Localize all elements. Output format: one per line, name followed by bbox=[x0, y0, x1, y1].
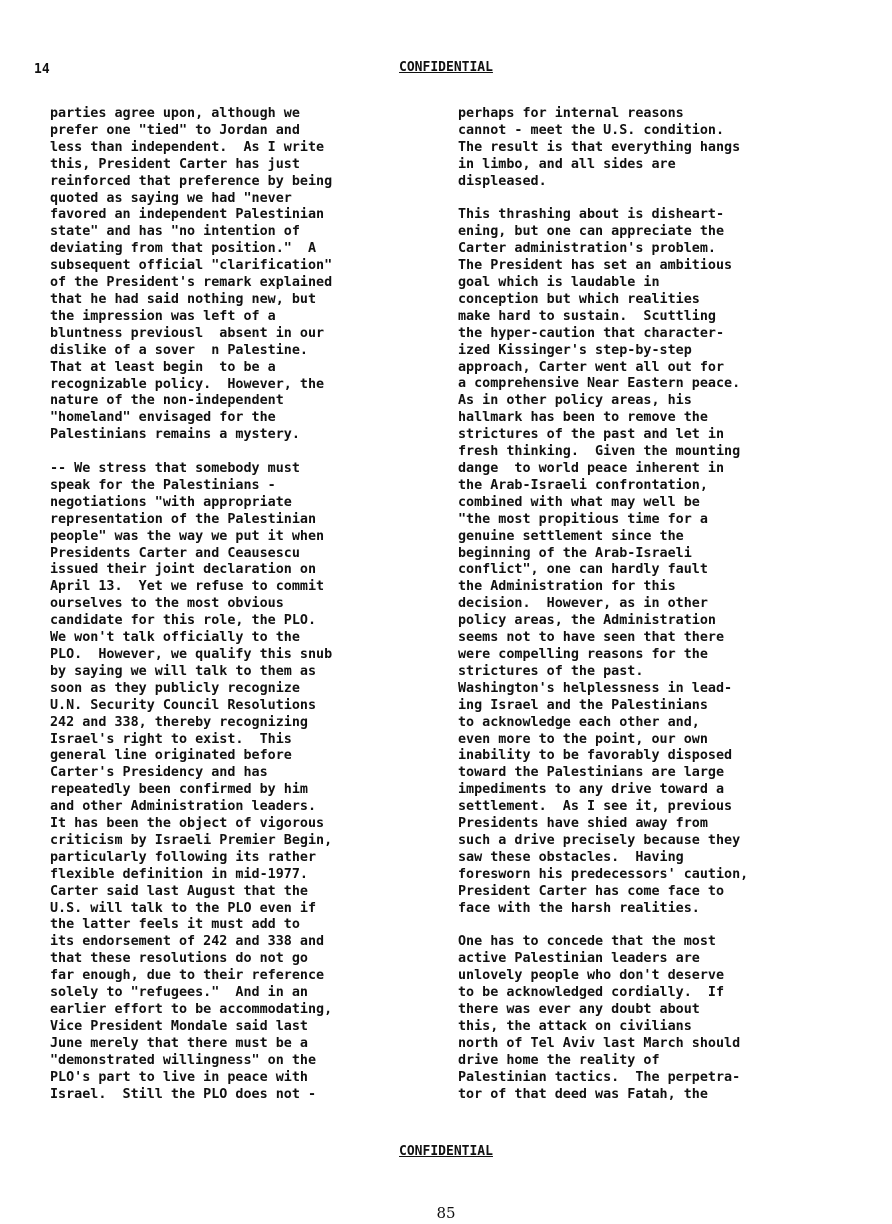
text-line: reinforced that preference by being bbox=[50, 173, 333, 189]
text-line: "the most propitious time for a bbox=[458, 511, 708, 527]
text-line: state" and has "no intention of bbox=[50, 224, 300, 240]
text-line: conception but which realities bbox=[458, 291, 700, 307]
text-line: President Carter has come face to bbox=[458, 883, 725, 899]
text-line: Carter said last August that the bbox=[50, 883, 308, 899]
text-line: by saying we will talk to them as bbox=[50, 663, 317, 679]
text-line: soon as they publicly recognize bbox=[50, 680, 300, 696]
text-line: the latter feels it must add to bbox=[50, 917, 300, 933]
text-line: nature of the non-independent bbox=[50, 393, 284, 409]
text-line: policy areas, the Administration bbox=[458, 613, 716, 629]
text-line: speak for the Palestinians - bbox=[50, 477, 276, 493]
text-line: strictures of the past and let in bbox=[458, 427, 725, 443]
text-line: PLO. However, we qualify this snub bbox=[50, 646, 333, 662]
text-line: of the President's remark explained bbox=[50, 275, 333, 291]
text-line: issued their joint declaration on bbox=[50, 562, 317, 578]
text-line: active Palestinian leaders are bbox=[458, 951, 700, 967]
page-number: 14 bbox=[34, 62, 50, 77]
text-line: genuine settlement since the bbox=[458, 528, 684, 544]
text-line: unlovely people who don't deserve bbox=[458, 968, 725, 984]
text-line: particularly following its rather bbox=[50, 849, 317, 865]
text-line: the impression was left of a bbox=[50, 308, 276, 324]
text-line: decision. However, as in other bbox=[458, 596, 708, 612]
text-line: toward the Palestinians are large bbox=[458, 765, 725, 781]
text-line: That at least begin to be a bbox=[50, 359, 276, 375]
text-line: Palestinians remains a mystery. bbox=[50, 427, 300, 443]
paragraph-gap bbox=[458, 191, 838, 208]
text-line: displeased. bbox=[458, 173, 547, 189]
text-line: prefer one "tied" to Jordan and bbox=[50, 122, 300, 138]
text-line: Vice President Mondale said last bbox=[50, 1018, 308, 1034]
text-line: even more to the point, our own bbox=[458, 731, 708, 747]
text-line: deviating from that position." A bbox=[50, 241, 317, 257]
text-line: saw these obstacles. Having bbox=[458, 849, 684, 865]
text-line: less than independent. As I write bbox=[50, 139, 325, 155]
text-line: people" was the way we put it when bbox=[50, 528, 325, 544]
text-line: April 13. Yet we refuse to commit bbox=[50, 579, 325, 595]
text-line: impediments to any drive toward a bbox=[458, 782, 725, 798]
text-line: 242 and 338, thereby recognizing bbox=[50, 714, 308, 730]
text-line: a comprehensive Near Eastern peace. bbox=[458, 376, 741, 392]
text-line: PLO's part to live in peace with bbox=[50, 1069, 308, 1085]
text-line: make hard to sustain. Scuttling bbox=[458, 308, 716, 324]
text-line: Carter's Presidency and has bbox=[50, 765, 268, 781]
classification-header: CONFIDENTIAL bbox=[399, 60, 493, 75]
text-line: This thrashing about is disheart- bbox=[458, 207, 725, 223]
text-line: One has to concede that the most bbox=[458, 934, 716, 950]
text-line: to acknowledge each other and, bbox=[458, 714, 700, 730]
text-line: solely to "refugees." And in an bbox=[50, 985, 308, 1001]
text-line: representation of the Palestinian bbox=[50, 511, 317, 527]
text-line: and other Administration leaders. bbox=[50, 799, 317, 815]
text-line: far enough, due to their reference bbox=[50, 968, 325, 984]
text-line: The result is that everything hangs bbox=[458, 139, 741, 155]
text-line: Palestinian tactics. The perpetra- bbox=[458, 1069, 741, 1085]
text-line: "homeland" envisaged for the bbox=[50, 410, 276, 426]
classification-footer: CONFIDENTIAL bbox=[399, 1144, 493, 1159]
text-line: perhaps for internal reasons bbox=[458, 106, 684, 121]
paragraph-gap bbox=[50, 444, 430, 461]
text-line: As in other policy areas, his bbox=[458, 393, 692, 409]
text-line: ized Kissinger's step-by-step bbox=[458, 342, 692, 358]
text-line: Israel. Still the PLO does not - bbox=[50, 1086, 317, 1102]
text-line: Presidents have shied away from bbox=[458, 816, 708, 832]
text-line: bluntness previousl absent in our bbox=[50, 325, 325, 341]
text-line: Washington's helplessness in lead- bbox=[458, 680, 733, 696]
text-line: that he had said nothing new, but bbox=[50, 291, 317, 307]
text-line: cannot - meet the U.S. condition. bbox=[458, 122, 725, 138]
text-line: face with the harsh realities. bbox=[458, 900, 700, 916]
text-line: seems not to have seen that there bbox=[458, 630, 725, 646]
text-line: recognizable policy. However, the bbox=[50, 376, 325, 392]
text-line: Israel's right to exist. This bbox=[50, 731, 292, 747]
archive-page-number: 85 bbox=[436, 1204, 456, 1222]
text-line: It has been the object of vigorous bbox=[50, 816, 325, 832]
text-line: criticism by Israeli Premier Begin, bbox=[50, 832, 333, 848]
text-line: -- We stress that somebody must bbox=[50, 461, 300, 477]
left-text-column bbox=[50, 106, 430, 1103]
text-line: We won't talk officially to the bbox=[50, 630, 300, 646]
text-line: subsequent official "clarification" bbox=[50, 258, 333, 274]
text-line: earlier effort to be accommodating, bbox=[50, 1002, 333, 1018]
text-line: such a drive precisely because they bbox=[458, 832, 741, 848]
text-line: foresworn his predecessors' caution, bbox=[458, 866, 749, 882]
text-line: candidate for this role, the PLO. bbox=[50, 613, 317, 629]
text-line: repeatedly been confirmed by him bbox=[50, 782, 308, 798]
text-line: Presidents Carter and Ceausescu bbox=[50, 545, 300, 561]
text-line: this, President Carter has just bbox=[50, 156, 300, 172]
text-line: parties agree upon, although we bbox=[50, 106, 300, 121]
text-line: that these resolutions do not go bbox=[50, 951, 308, 967]
text-line: the Administration for this bbox=[458, 579, 676, 595]
text-line: its endorsement of 242 and 338 and bbox=[50, 934, 325, 950]
text-line: goal which is laudable in bbox=[458, 275, 660, 291]
text-line: favored an independent Palestinian bbox=[50, 207, 325, 223]
text-line: ing Israel and the Palestinians bbox=[458, 697, 708, 713]
text-line: dislike of a sover n Palestine. bbox=[50, 342, 308, 358]
text-line: negotiations "with appropriate bbox=[50, 494, 292, 510]
text-line: were compelling reasons for the bbox=[458, 646, 708, 662]
text-line: hallmark has been to remove the bbox=[458, 410, 708, 426]
text-line: strictures of the past. bbox=[458, 663, 644, 679]
text-line: in limbo, and all sides are bbox=[458, 156, 676, 172]
text-line: to be acknowledged cordially. If bbox=[458, 985, 725, 1001]
text-line: quoted as saying we had "never bbox=[50, 190, 292, 206]
right-text-column bbox=[458, 106, 838, 1103]
text-line: conflict", one can hardly fault bbox=[458, 562, 708, 578]
text-line: drive home the reality of bbox=[458, 1052, 660, 1068]
text-line: The President has set an ambitious bbox=[458, 258, 733, 274]
text-line: June merely that there must be a bbox=[50, 1035, 308, 1051]
text-line: beginning of the Arab-Israeli bbox=[458, 545, 692, 561]
text-line: fresh thinking. Given the mounting bbox=[458, 444, 741, 460]
text-line: ourselves to the most obvious bbox=[50, 596, 284, 612]
text-line: Carter administration's problem. bbox=[458, 241, 716, 257]
text-line: U.N. Security Council Resolutions bbox=[50, 697, 317, 713]
text-line: U.S. will talk to the PLO even if bbox=[50, 900, 317, 916]
text-line: general line originated before bbox=[50, 748, 292, 764]
text-line: "demonstrated willingness" on the bbox=[50, 1052, 317, 1068]
text-line: tor of that deed was Fatah, the bbox=[458, 1086, 708, 1102]
text-line: combined with what may well be bbox=[458, 494, 700, 510]
text-line: the Arab-Israeli confrontation, bbox=[458, 477, 708, 493]
text-line: this, the attack on civilians bbox=[458, 1018, 692, 1034]
text-line: ening, but one can appreciate the bbox=[458, 224, 725, 240]
text-line: settlement. As I see it, previous bbox=[458, 799, 733, 815]
text-line: north of Tel Aviv last March should bbox=[458, 1035, 741, 1051]
text-line: flexible definition in mid-1977. bbox=[50, 866, 308, 882]
paragraph-gap bbox=[458, 917, 838, 934]
text-line: inability to be favorably disposed bbox=[458, 748, 733, 764]
text-line: approach, Carter went all out for bbox=[458, 359, 725, 375]
text-line: there was ever any doubt about bbox=[458, 1002, 700, 1017]
text-line: the hyper-caution that character- bbox=[458, 325, 725, 341]
text-line: dange to world peace inherent in bbox=[458, 461, 725, 477]
